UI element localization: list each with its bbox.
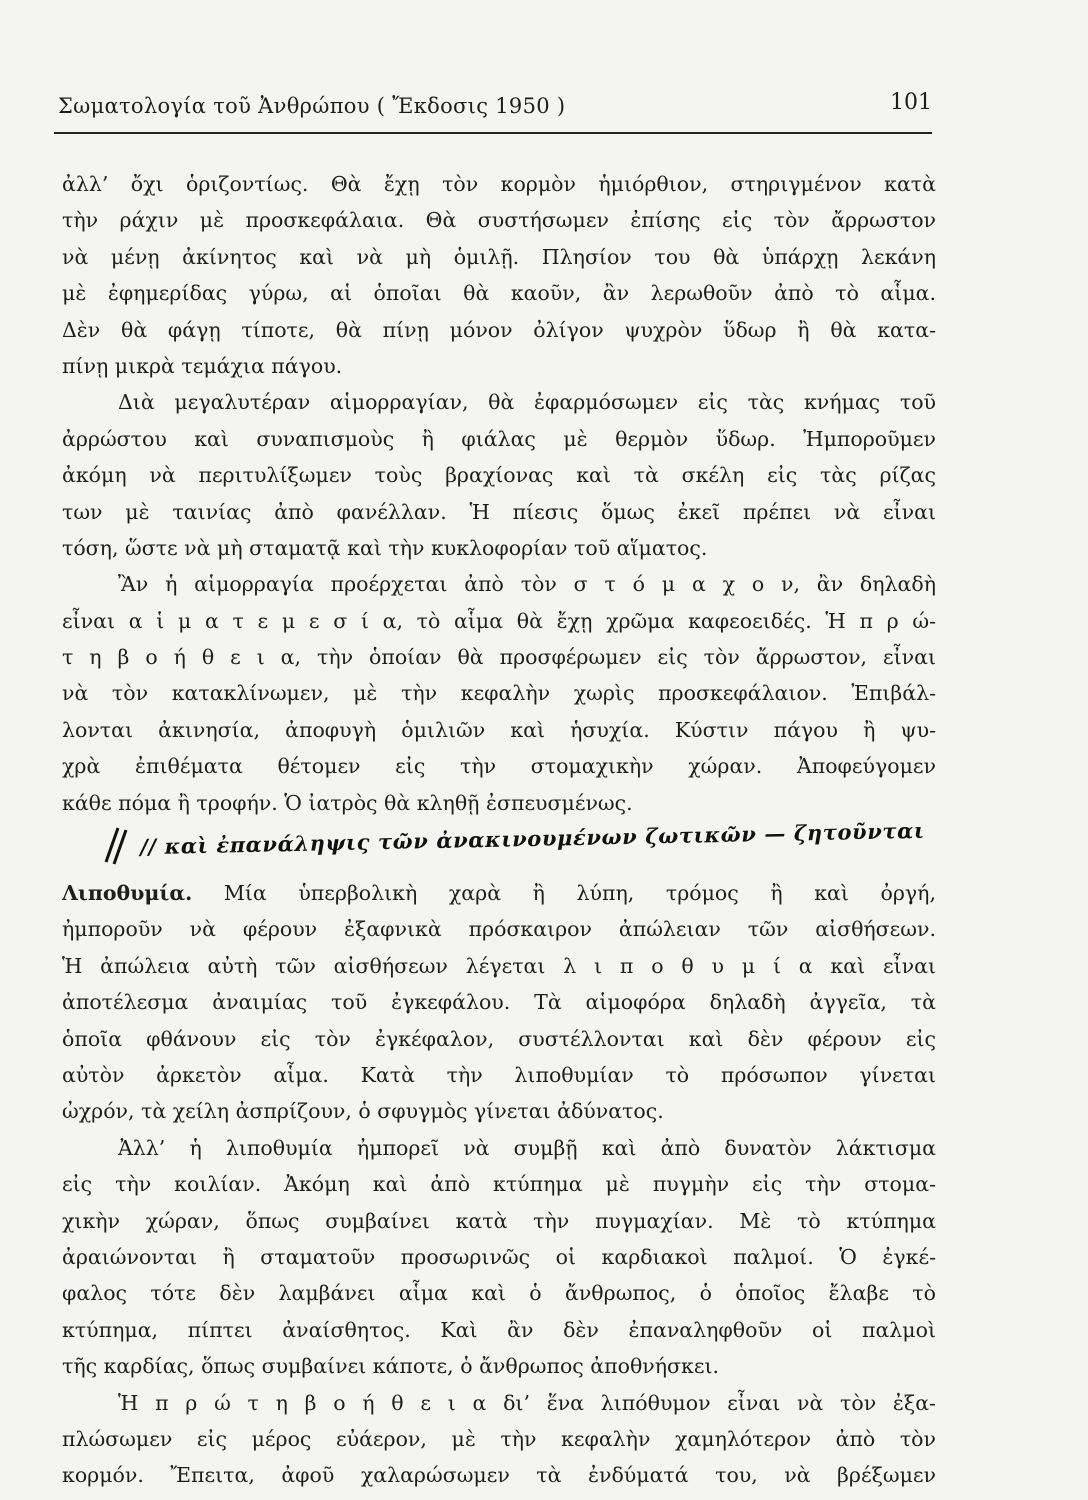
paragraph (62, 166, 936, 384)
handwritten-annotation (100, 817, 980, 870)
text-line: νὰ τὸν κατακλίνωμεν, μὲ τὴν κεφαλὴν χωρὶς προσκεφάλαιον. Ἐπιβάλ- (62, 681, 936, 706)
text-line: ἀραιώνονται ἢ σταματοῦν προσωρινῶς οἱ καρδιακοὶ παλμοί. Ὁ ἐγκέ- (62, 1244, 936, 1269)
text-line: εἶναι α ἱ μ α τ ε μ ε σ ί α, τὸ αἷμα θὰ ἔχῃ χρῶμα καφεοειδές. Ἡ π ρ ώ- (62, 608, 936, 633)
text-line: ὠχρόν, τὰ χείλη ἀσπρίζουν, ὁ σφυγμὸς γίνεται ἀδύνατος. (62, 1099, 664, 1124)
page-number: 101 (890, 90, 932, 115)
text-line: χρὰ ἐπιθέματα θέτομεν εἰς τὴν στομαχικὴν χώραν. Ἀποφεύγομεν (62, 754, 936, 779)
text-line: πίνῃ μικρὰ τεμάχια πάγου. (62, 353, 343, 378)
text-line: νὰ μένῃ ἀκίνητος καὶ νὰ μὴ ὁμιλῇ. Πλησίον του θὰ ὑπάρχῃ λεκάνη (62, 244, 936, 269)
text-line: κορμόν. Ἔπειτα, ἀφοῦ χαλαρώσωμεν τὰ ἐνδύματά του, νὰ βρέξωμεν (62, 1463, 936, 1488)
text-line: ὁποῖα φθάνουν εἰς τὸν ἐγκέφαλον, συστέλλονται καὶ δὲν φέρουν εἰς (62, 1026, 936, 1051)
text-line: χικὴν χώραν, ὅπως συμβαίνει κατὰ τὴν πυγμαχίαν. Μὲ τὸ κτύπημα (62, 1208, 936, 1233)
text-line: τ η β ο ή θ ε ι α, τὴν ὁποίαν θὰ προσφέρωμεν εἰς τὸν ἄρρωστον, εἶναι (62, 645, 936, 670)
text-line: ἀλλ’ ὄχι ὁριζοντίως. Θὰ ἔχῃ τὸν κορμὸν ἡμιόρθιον, στηριγμένον κατὰ (62, 172, 936, 196)
text-line: τόση, ὥστε νὰ μὴ σταματᾷ καὶ τὴν κυκλοφορίαν τοῦ αἵματος. (62, 535, 708, 560)
text-line: ἀκόμη νὰ περιτυλίξωμεν τοὺς βραχίονας καὶ τὰ σκέλη εἰς τὰς ρίζας (62, 463, 936, 488)
running-title: Σωματολογία τοῦ Ἀνθρώπου ( Ἔκδοσις 1950 ) (58, 94, 566, 118)
text-line: Ἡ ἀπώλεια αὐτὴ τῶν αἰσθήσεων λέγεται λ ι π ο θ υ μ ί α καὶ εἶναι (62, 953, 936, 978)
paragraph (62, 1385, 936, 1494)
text-line: λονται ἀκινησία, ἀποφυγὴ ὁμιλιῶν καὶ ἡσυχία. Κύστιν πάγου ἢ ψυ- (62, 717, 936, 742)
section-first-line-text: Μία ὑπερβολικὴ χαρὰ ἢ λύπη, τρόμος ἢ καὶ ὀργή, (223, 881, 936, 906)
paragraph (62, 1130, 936, 1385)
text-line: ἀποτέλεσμα ἀναιμίας τοῦ ἐγκεφάλου. Τὰ αἱμοφόρα δηλαδὴ ἀγγεῖα, τὰ (62, 990, 936, 1015)
text-line: εἰς τὴν κοιλίαν. Ἀκόμη καὶ ἀπὸ κτύπημα μὲ πυγμὴν εἰς τὴν στομα- (62, 1172, 936, 1197)
text-line: Δὲν θὰ φάγῃ τίποτε, θὰ πίνῃ μόνον ὀλίγον ψυχρὸν ὕδωρ ἢ θὰ κατα- (62, 317, 936, 342)
text-line: Ἡ π ρ ώ τ η β ο ή θ ε ι α δι’ ἕνα λιπόθυμον εἶναι νὰ τὸν ἐξα- (118, 1390, 936, 1415)
paragraph (62, 384, 936, 566)
page-header (54, 92, 932, 134)
text-line: τῆς καρδίας, ὅπως συμβαίνει κάποτε, ὁ ἄνθρωπος ἀποθνήσκει. (62, 1354, 720, 1379)
text-line: των μὲ ταινίας ἀπὸ φανέλλαν. Ἡ πίεσις ὅμως ἐκεῖ πρέπει νὰ εἶναι (62, 499, 936, 524)
text-line: Διὰ μεγαλυτέραν αἱμορραγίαν, θὰ ἐφαρμόσωμεν εἰς τὰς κνήμας τοῦ (118, 390, 936, 415)
text-line: μὲ ἐφημερίδας γύρω, αἱ ὁποῖαι θὰ καοῦν, ἂν λερωθοῦν ἀπὸ τὸ αἷμα. (62, 281, 936, 306)
paragraph (62, 566, 936, 821)
text-line: ἀρρώστου καὶ συναπισμοὺς ἢ φιάλας μὲ θερμὸν ὕδωρ. Ἠμποροῦμεν (62, 426, 936, 451)
section-heading: Λιποθυμία. (62, 881, 193, 906)
text-line: πλώσωμεν εἰς μέρος εὐάερον, μὲ τὴν κεφαλὴν χαμηλότερον ἀπὸ τὸν (62, 1426, 936, 1451)
section-fainting (62, 875, 936, 1130)
text-line: φαλος τότε δὲν λαμβάνει αἷμα καὶ ὁ ἄνθρωπος, ὁ ὁποῖος ἔλαβε τὸ (62, 1281, 936, 1306)
text-line: Ἂν ἡ αἱμορραγία προέρχεται ἀπὸ τὸν σ τ ό μ α χ ο ν, ἂν δηλαδὴ (118, 572, 936, 597)
handwritten-note: // καὶ ἐπανάληψις τῶν ἀνακινουμένων ζωτικῶν — ζητοῦνται (139, 817, 925, 860)
text-line: αὐτὸν ἀρκετὸν αἷμα. Κατὰ τὴν λιποθυμίαν τὸ πρόσωπον γίνεται (62, 1062, 936, 1087)
text-line: Ἀλλ’ ἡ λιποθυμία ἠμπορεῖ νὰ συμβῇ καὶ ἀπὸ δυνατὸν λάκτισμα (118, 1135, 936, 1160)
text-line: κτύπημα, πίπτει ἀναίσθητος. Καὶ ἂν δὲν ἐπαναληφθοῦν οἱ παλμοὶ (62, 1317, 936, 1342)
text-line: κάθε πόμα ἢ τροφήν. Ὁ ἰατρὸς θὰ κληθῇ ἐσπευσμένως. (62, 790, 633, 815)
section-first-line (62, 875, 936, 911)
text-line: τὴν ράχιν μὲ προσκεφάλαια. Θὰ συστήσωμεν ἐπίσης εἰς τὸν ἄρρωστον (62, 208, 936, 233)
text-line: ἠμποροῦν νὰ φέρουν ἐξαφνικὰ πρόσκαιρον ἀπώλειαν τῶν αἰσθήσεων. (62, 917, 936, 942)
